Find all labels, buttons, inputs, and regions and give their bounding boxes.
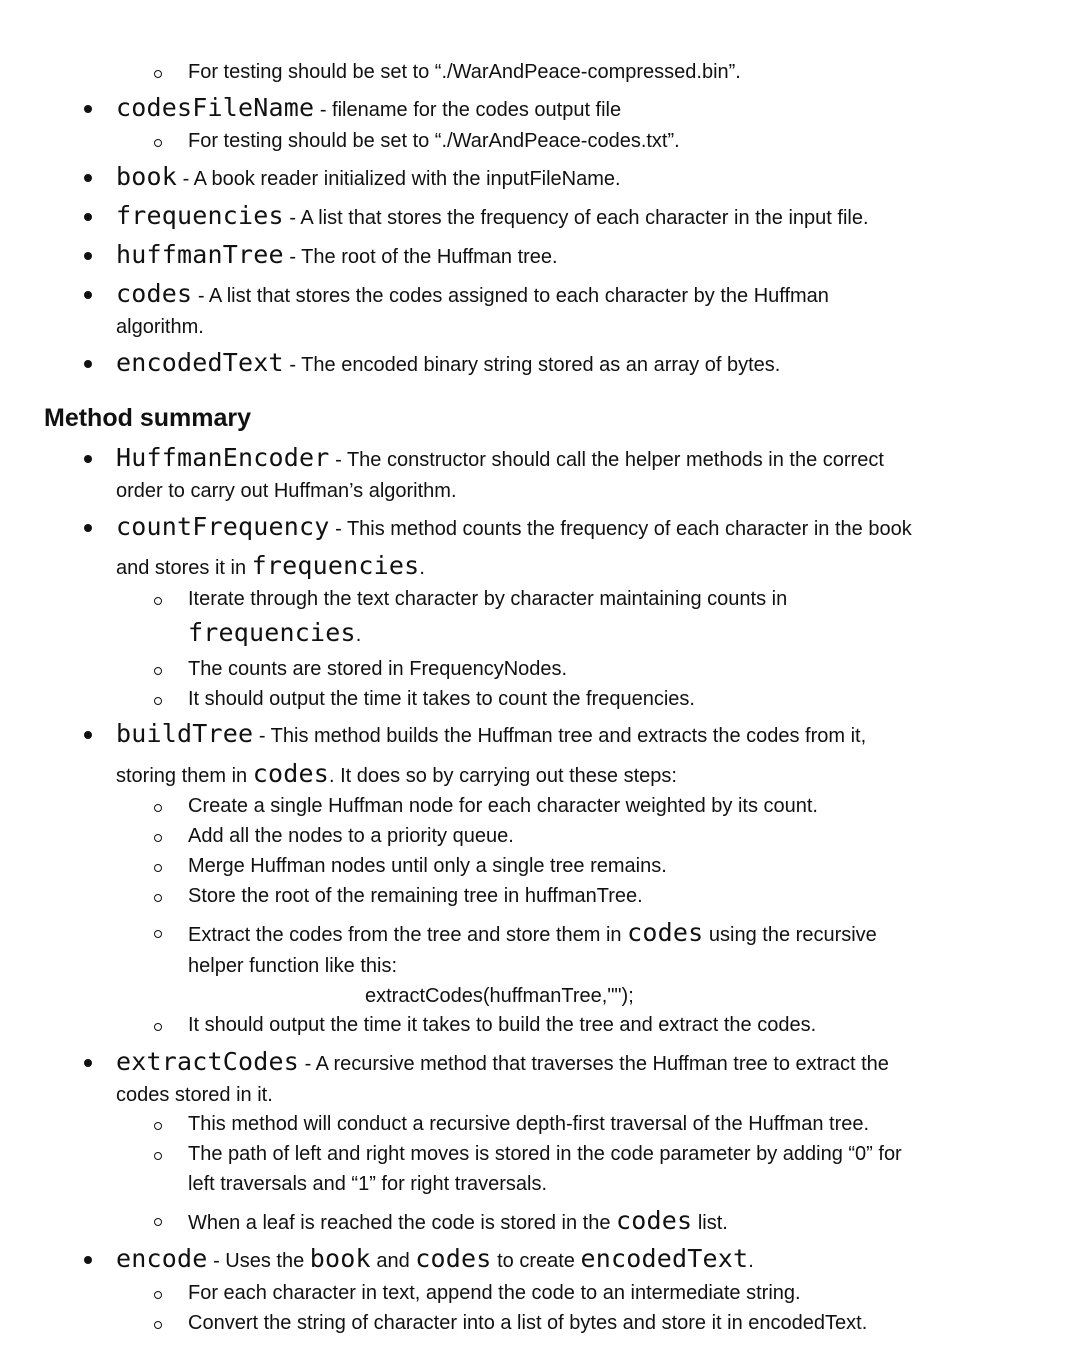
text-fragment: and [370,1250,416,1272]
method-summary-heading: Method summary [44,404,251,432]
code-term: HuffmanEncoder [116,443,330,472]
sub-bullet [154,597,162,605]
field-description: - The root of the Huffman tree. [283,246,558,268]
bullet [84,291,92,299]
sub-bullet [154,864,162,872]
field-codes-continued: algorithm. [116,316,204,338]
count-frequency-step-time: It should output the time it takes to count the frequencies. [188,688,695,710]
sub-bullet [154,1152,162,1160]
field-codes-file-name [116,94,621,123]
method-count-frequency [116,513,912,542]
code-term: codes [616,1206,693,1235]
sub-bullet [154,930,162,938]
field-encoded-text [116,349,780,378]
field-description: - The encoded binary string stored as an array of bytes. [283,354,781,376]
bullet [84,1256,92,1264]
extract-codes-call-example: extractCodes(huffmanTree,""); [365,985,634,1007]
count-frequency-step-nodes: The counts are stored in FrequencyNodes. [188,658,568,680]
code-term: codesFileName [116,93,315,122]
extract-codes-step-path-continued: left traversals and “1” for right traversals. [188,1173,548,1195]
sub-bullet [154,667,162,675]
build-tree-step-queue: Add all the nodes to a priority queue. [188,825,514,847]
output-file-testing-note: For testing should be set to “./WarAndPeace-compressed.bin”. [188,61,741,83]
bullet [84,213,92,221]
build-tree-step-create: Create a single Huffman node for each character weighted by its count. [188,795,818,817]
method-description: - This method counts the frequency of each character in the book [329,518,912,540]
method-description: - This method builds the Huffman tree and extracts the codes from it, [253,725,867,747]
field-huffman-tree [116,241,558,270]
sub-bullet [154,1321,162,1329]
code-term: book [116,162,178,191]
code-term: countFrequency [116,512,330,541]
field-description: - A list that stores the frequency of each character in the input file. [283,207,869,229]
field-description: - filename for the codes output file [314,99,622,121]
text-fragment: . [355,624,362,646]
bullet [84,360,92,368]
method-description: - A recursive method that traverses the Huffman tree to extract the [299,1053,889,1075]
method-build-tree-continued [116,760,677,789]
field-codes [116,280,829,309]
bullet [84,174,92,182]
text-fragment: . [748,1250,754,1272]
extract-codes-step-traversal: This method will conduct a recursive depth-first traversal of the Huffman tree. [188,1113,870,1135]
text-fragment: storing them in [116,765,253,787]
text-fragment: Extract the codes from the tree and store them in [188,924,628,946]
text-fragment: list. [692,1212,728,1234]
method-encode [116,1245,754,1274]
code-term: frequencies [188,618,356,647]
encode-step-convert: Convert the string of character into a list of bytes and store it in encodedText. [188,1312,868,1334]
code-term: frequencies [116,201,284,230]
text-fragment: . [419,557,425,579]
bullet [84,455,92,463]
build-tree-step-merge: Merge Huffman nodes until only a single tree remains. [188,855,667,877]
count-frequency-step-iterate: Iterate through the text character by character maintaining counts in [188,588,788,610]
code-term: extractCodes [116,1047,300,1076]
build-tree-step-extract-continued: helper function like this: [188,955,398,977]
field-frequencies [116,202,869,231]
sub-bullet [154,1291,162,1299]
code-term: codes [415,1244,492,1273]
encode-step-append: For each character in text, append the code to an intermediate string. [188,1282,801,1304]
sub-bullet [154,1218,162,1226]
field-description: - A book reader initialized with the inputFileName. [177,168,621,190]
text-fragment: - Uses the [207,1250,310,1272]
method-description: - The constructor should call the helper methods in the correct [329,449,884,471]
code-term: encodedText [580,1244,749,1273]
bullet [84,731,92,739]
text-fragment: to create [491,1250,581,1272]
code-term: codes [252,759,329,788]
sub-bullet [154,697,162,705]
sub-bullet [154,894,162,902]
code-term: codes [627,918,704,947]
method-build-tree [116,720,866,749]
codes-file-testing-note: For testing should be set to “./WarAndPeace-codes.txt”. [188,130,680,152]
text-fragment: When a leaf is reached the code is stored in the [188,1212,617,1234]
count-frequency-step-iterate-continued [188,619,361,648]
code-term: buildTree [116,719,254,748]
code-term: huffmanTree [116,240,284,269]
build-tree-step-store-root: Store the root of the remaining tree in huffmanTree. [188,885,643,907]
bullet [84,252,92,260]
method-huffman-encoder [116,444,884,473]
method-count-frequency-continued [116,552,425,581]
code-term: codes [116,279,193,308]
field-book [116,163,621,192]
sub-bullet [154,70,162,78]
text-fragment: . It does so by carrying out these steps: [329,765,677,787]
method-extract-codes [116,1048,889,1077]
text-fragment: and stores it in [116,557,252,579]
sub-bullet [154,1122,162,1130]
text-fragment: using the recursive [703,924,877,946]
extract-codes-step-path: The path of left and right moves is stored in the code parameter by adding “0” for [188,1143,902,1165]
sub-bullet [154,1023,162,1031]
code-term: book [309,1244,371,1273]
sub-bullet [154,804,162,812]
sub-bullet [154,139,162,147]
code-term: frequencies [251,551,420,580]
extract-codes-step-leaf [188,1207,728,1236]
field-description: - A list that stores the codes assigned to each character by the Huffman [192,285,829,307]
bullet [84,105,92,113]
method-extract-codes-continued: codes stored in it. [116,1084,273,1106]
code-term: encodedText [116,348,284,377]
method-huffman-encoder-continued: order to carry out Huffman’s algorithm. [116,480,457,502]
sub-bullet [154,834,162,842]
build-tree-step-time: It should output the time it takes to build the tree and extract the codes. [188,1014,817,1036]
bullet [84,524,92,532]
build-tree-step-extract [188,919,877,948]
bullet [84,1059,92,1067]
code-term: encode [116,1244,208,1273]
